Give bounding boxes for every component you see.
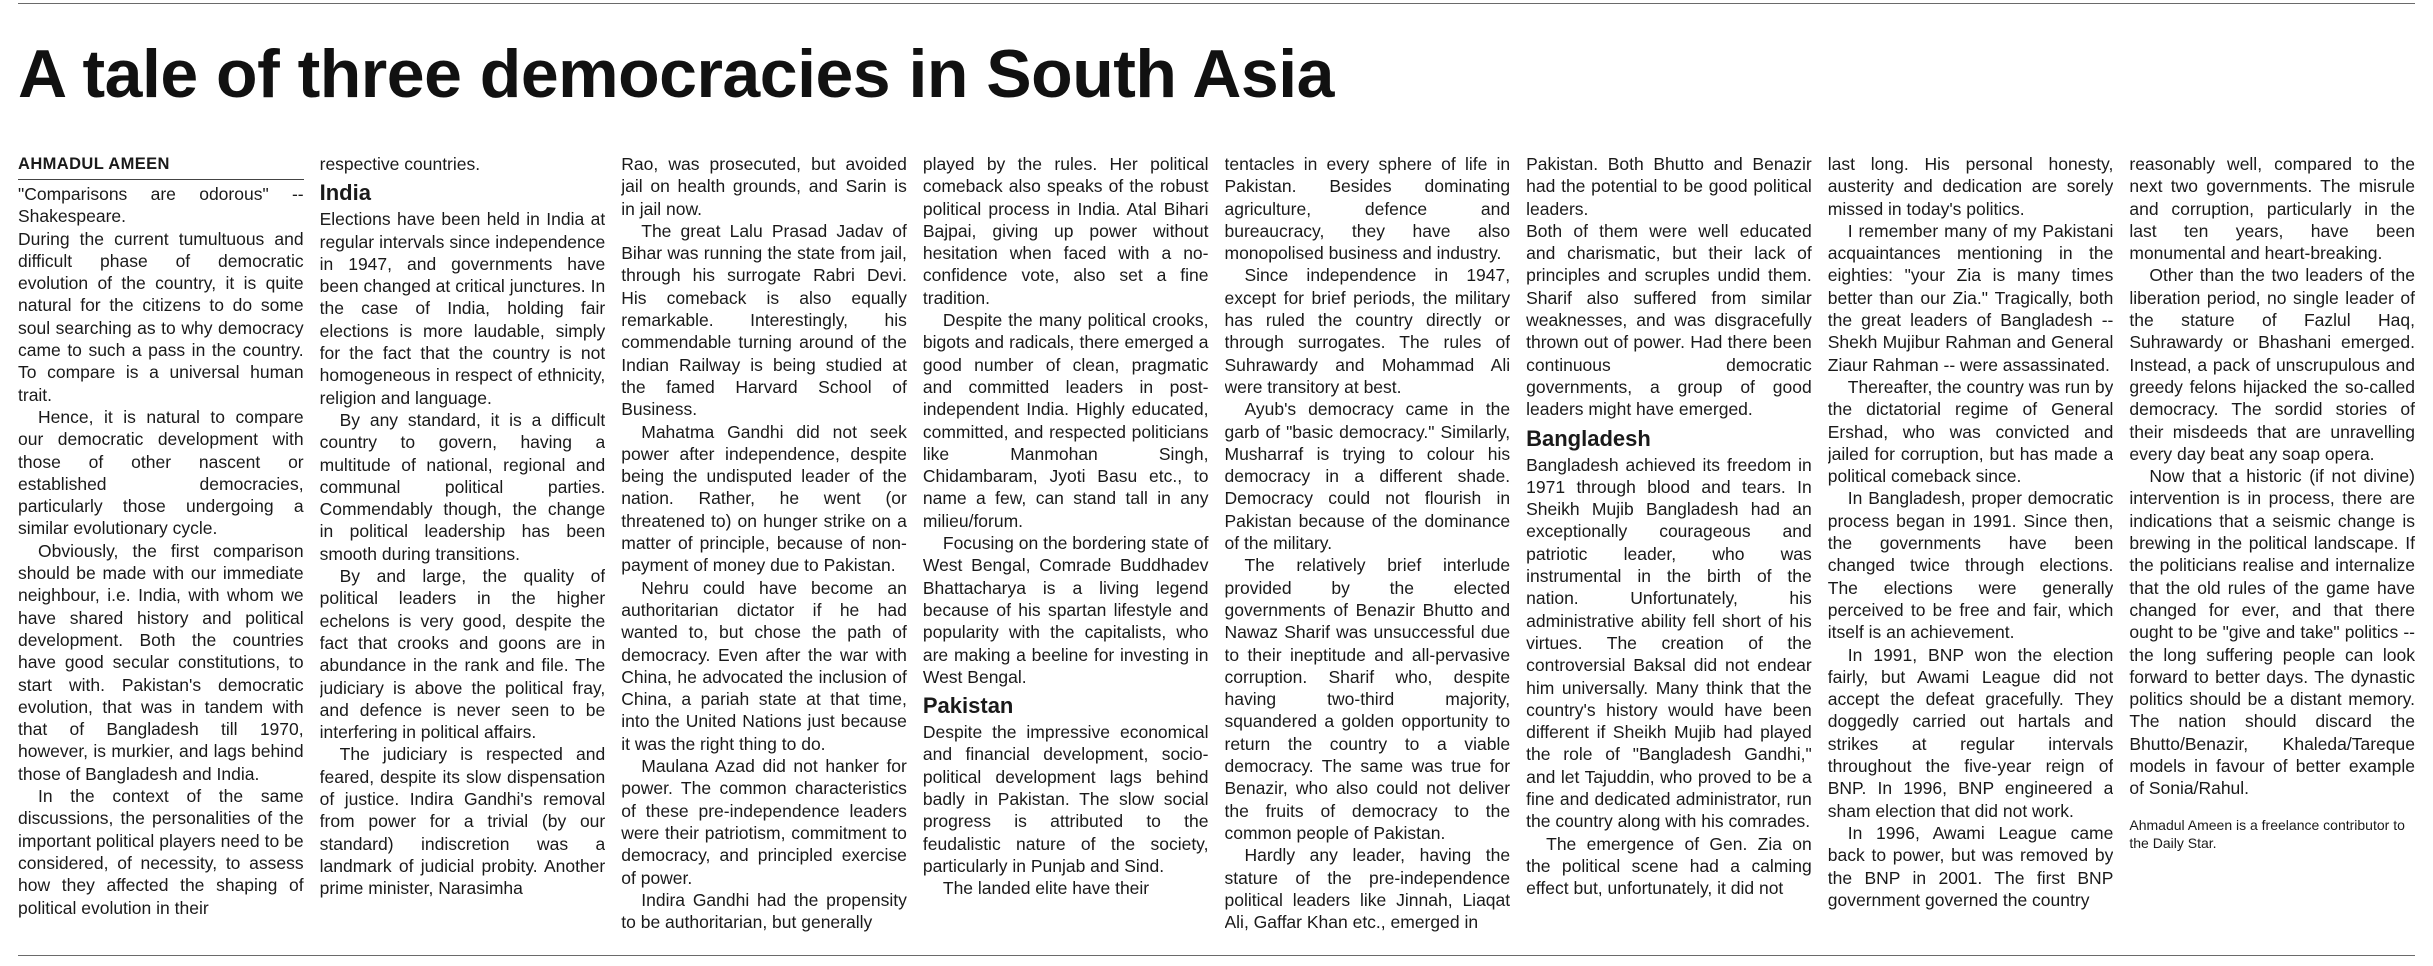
paragraph: Nehru could have become an authoritarian dictator if he had wanted to, but chose the path of democracy. Even after the war with China, he advocated the inclusion of China, a pariah state at that time, into the United Nations just because it was the right thing to do. <box>621 577 907 754</box>
headline: A tale of three democracies in South Asia <box>18 36 1334 112</box>
paragraph: Other than the two leaders of the liberation period, no single leader of the stature of Fazlul Haq, Suhrawardy or Bhashani emerged. Instead, a pack of unscrupulous and greedy felons hijacked the so-called democracy. The sordid stories of their misdeeds that are unravelling every day beat any soap opera. <box>2129 265 2415 464</box>
paragraph: Ayub's democracy came in the garb of "basic democracy." Similarly, Musharraf is trying to colour his democracy in a different shade. Democracy could not flourish in Pakistan because of the dominance of the military. <box>1224 399 1511 554</box>
paragraph: By any standard, it is a difficult country to govern, having a multitude of national, regional and communal political parties. Commendably though, the change in political leadership has been smooth during transitions. <box>319 409 606 564</box>
paragraph: tentacles in every sphere of life in Pakistan. Besides dominating agriculture, defence and bureaucracy, they have also monopolised business and industry. <box>1224 154 1511 264</box>
paragraph: respective countries. <box>319 154 481 174</box>
paragraph: Focusing on the bordering state of West Bengal, Comrade Buddhadev Bhattacharya is a living legend because of his spartan lifestyle and popularity with the capitalists, who are making a beeline for investing in West Bengal. <box>922 533 1209 687</box>
paragraph: Mahatma Gandhi did not seek power after independence, despite being the undisputed leader of the nation. Rather, he went (or threatened to) on hunger strike on a matter of principle, because of non-payment of money due to Pakistan. <box>621 421 907 576</box>
paragraph: Hence, it is natural to compare our democratic development with those of other nascent or established democracies, particularly those undergoing a similar evolutionary cycle. <box>18 406 304 539</box>
paragraph: The judiciary is respected and feared, despite its slow dispensation of justice. Indira Gandhi's removal from power for a trivial (by our standard) indiscretion was a landmark of judicial probity. Another prime minister, Narasimha <box>319 744 606 899</box>
byline: AHMADUL AMEEN <box>18 153 304 180</box>
paragraph: Both of them were well educated and charismatic, but their lack of principles and scruples undid them. Sharif also suffered from similar weaknesses, and was disgracefully thrown out of power. Had there been continuous democratic governments, a group of good leaders might have emerged. <box>1526 220 1812 420</box>
paragraph: Now that a historic (if not divine) intervention is in process, there are indications that a seismic change is brewing in the political landscape. If the politicians realise and internalize that the old rules of the game have changed for ever, and that there ought to be "give and take" politics -- the long suffering people can look forward to better days. The dynastic politics should be a distant memory. The nation should discard the Bhutto/Benazir, Khaleda/Tareque models in favour of better example of Sonia/Rahul. <box>2129 466 2415 799</box>
column-6 <box>1526 153 1812 948</box>
paragraph: reasonably well, compared to the next two governments. The misrule and corruption, particularly in the last ten years, have been monumental and heart-breaking. <box>2129 154 2415 264</box>
paragraph: Despite the impressive economical and financial development, socio-political development lags behind badly in Pakistan. The slow social progress is attributed to the feudalistic nature of the society, particularly in Punjab and Sind. <box>922 722 1209 876</box>
column-3 <box>621 153 907 948</box>
paragraph: The great Lalu Prasad Jadav of Bihar was running the state from jail, through his surrogate Rabri Devi. His comeback is also equally remarkable. Interestingly, his commendable turning around of the Indian Railway is being studied at the famed Harvard School of Business. <box>621 220 907 420</box>
column-7 <box>1828 153 2114 948</box>
paragraph: By and large, the quality of political leaders in the higher echelons is very good, despite the fact that crooks and goons are in abundance in the rank and file. The judiciary is above the political fray, and defence is never seen to be interfering in political affairs. <box>319 566 606 743</box>
column-5 <box>1225 153 1511 948</box>
author-note: Ahmadul Ameen is a freelance contributor to the Daily Star. <box>2129 816 2405 851</box>
paragraph: In the context of the same discussions, the personalities of the important political players need to be considered, of necessity, to assess how they affected the shaping of political evolution in their <box>18 786 304 918</box>
paragraph: Indira Gandhi had the propensity to be authoritarian, but generally <box>621 889 907 933</box>
subhead-india: India <box>319 180 371 206</box>
paragraph: last long. His personal honesty, austerity and dedication are sorely missed in today's politics. <box>1827 154 2114 219</box>
paragraph: Maulana Azad did not hanker for power. The common characteristics of these pre-independence leaders were their patriotism, commitment to democracy, and principled exercise of power. <box>621 756 907 888</box>
column-2 <box>320 153 606 948</box>
paragraph: Thereafter, the country was run by the dictatorial regime of General Ershad, who was convicted and jailed for corruption, but has made a political comeback since. <box>1827 376 2114 487</box>
paragraph: Bangladesh achieved its freedom in 1971 through blood and tears. In Sheikh Mujib Bangladesh had an exceptionally courageous and patriotic leader, who was instrumental in the birth of the nation. Unfortunately, his administrative ability fell short of his virtues. The creation of the controversial Baksal did not endear him universally. Many think that the country's history would have been different if Sheikh Mujib had played the role of "Bangladesh Gandhi," and let Tajuddin, who proved to be a fine and dedicated administrator, run the country along with his comrades. <box>1526 454 1812 832</box>
paragraph: Rao, was prosecuted, but avoided jail on health grounds, and Sarin is in jail now. <box>621 154 907 219</box>
column-4 <box>923 153 1209 948</box>
paragraph: played by the rules. Her political comeback also speaks of the robust political process in India. Atal Bihari Bajpai, giving up power without hesitation when faced with a no-confidence vote, also set a fine tradition. <box>922 154 1209 308</box>
article-body <box>18 153 2415 948</box>
subhead-pakistan: Pakistan <box>922 693 1014 719</box>
bottom-rule <box>18 955 2415 956</box>
paragraph: In 1991, BNP won the election fairly, but Awami League did not accept the defeat gracefully. They doggedly carried out hartals and strikes at regular intervals throughout the five-year reign of BNP. In 1996, BNP engineered a sham election that did not work. <box>1827 644 2114 821</box>
paragraph: The relatively brief interlude provided by the elected governments of Benazir Bhutto and Nawaz Sharif was unsuccessful due to their ineptitude and all-pervasive corruption. Sharif who, despite having two-third majority, squandered a golden opportunity to return the country to a viable democracy. The same was true for Benazir, who also could not deliver the fruits of democracy to the common people of Pakistan. <box>1224 555 1511 843</box>
paragraph: The emergence of Gen. Zia on the political scene had a calming effect but, unfortunately, it did not <box>1526 833 1812 899</box>
paragraph: Since independence in 1947, except for brief periods, the military has ruled the country directly or through surrogates. The rules of Suhrawardy and Mohammad Ali were transitory at best. <box>1224 265 1511 397</box>
paragraph: "Comparisons are odorous" -- Shakespeare. <box>18 184 304 227</box>
paragraph: Pakistan. Both Bhutto and Benazir had the potential to be good political leaders. <box>1526 154 1812 219</box>
paragraph: In Bangladesh, proper democratic process began in 1991. Since then, the governments have been changed twice through elections. The elections were generally perceived to be free and fair, which itself is an achievement. <box>1827 488 2114 643</box>
paragraph: In 1996, Awami League came back to power, but was removed by the BNP in 2001. The first BNP government governed the country <box>1827 822 2114 910</box>
paragraph: I remember many of my Pakistani acquaintances mentioning in the eighties: "your Zia is many times better than our Zia." Tragically, both the great leaders of Bangladesh -- Shekh Mujibur Rahman and General Ziaur Rahman -- were assassinated. <box>1827 220 2114 375</box>
top-rule <box>18 3 2415 4</box>
paragraph: Hardly any leader, having the stature of the pre-independence political leaders like Jinnah, Liaqat Ali, Gaffar Khan etc., emerged in <box>1224 845 1511 933</box>
paragraph: During the current tumultuous and difficult phase of democratic evolution of the country, it is quite natural for the citizens to do some soul searching as to why democracy came to such a pass in the country. To compare is a universal human trait. <box>18 228 304 405</box>
paragraph: Obviously, the first comparison should be made with our immediate neighbour, i.e. India, with whom we have shared history and political development. Both the countries have good secular constitutions, to start with. Pakistan's democratic evolution, that was in tandem with that of Bangladesh till 1970, however, is murkier, and lags behind those of Bangladesh and India. <box>18 540 304 784</box>
paragraph: Elections have been held in India at regular intervals since independence in 1947, and governments have been changed at critical junctures. In the case of India, holding fair elections is more laudable, simply for the fact that the country is not homogeneous in respect of ethnicity, religion and language. <box>319 209 606 408</box>
paragraph: Despite the many political crooks, bigots and radicals, there emerged a good number of clean, pragmatic and committed leaders in post-independent India. Highly educated, committed, and respected politicians like Manmohan Singh, Chidambaram, Jyoti Basu etc., to name a few, can stand tall in any milieu/forum. <box>922 310 1209 531</box>
column-8 <box>2129 153 2415 948</box>
column-1 <box>18 153 304 948</box>
paragraph: The landed elite have their <box>942 878 1150 899</box>
subhead-bangladesh: Bangladesh <box>1526 425 1651 451</box>
